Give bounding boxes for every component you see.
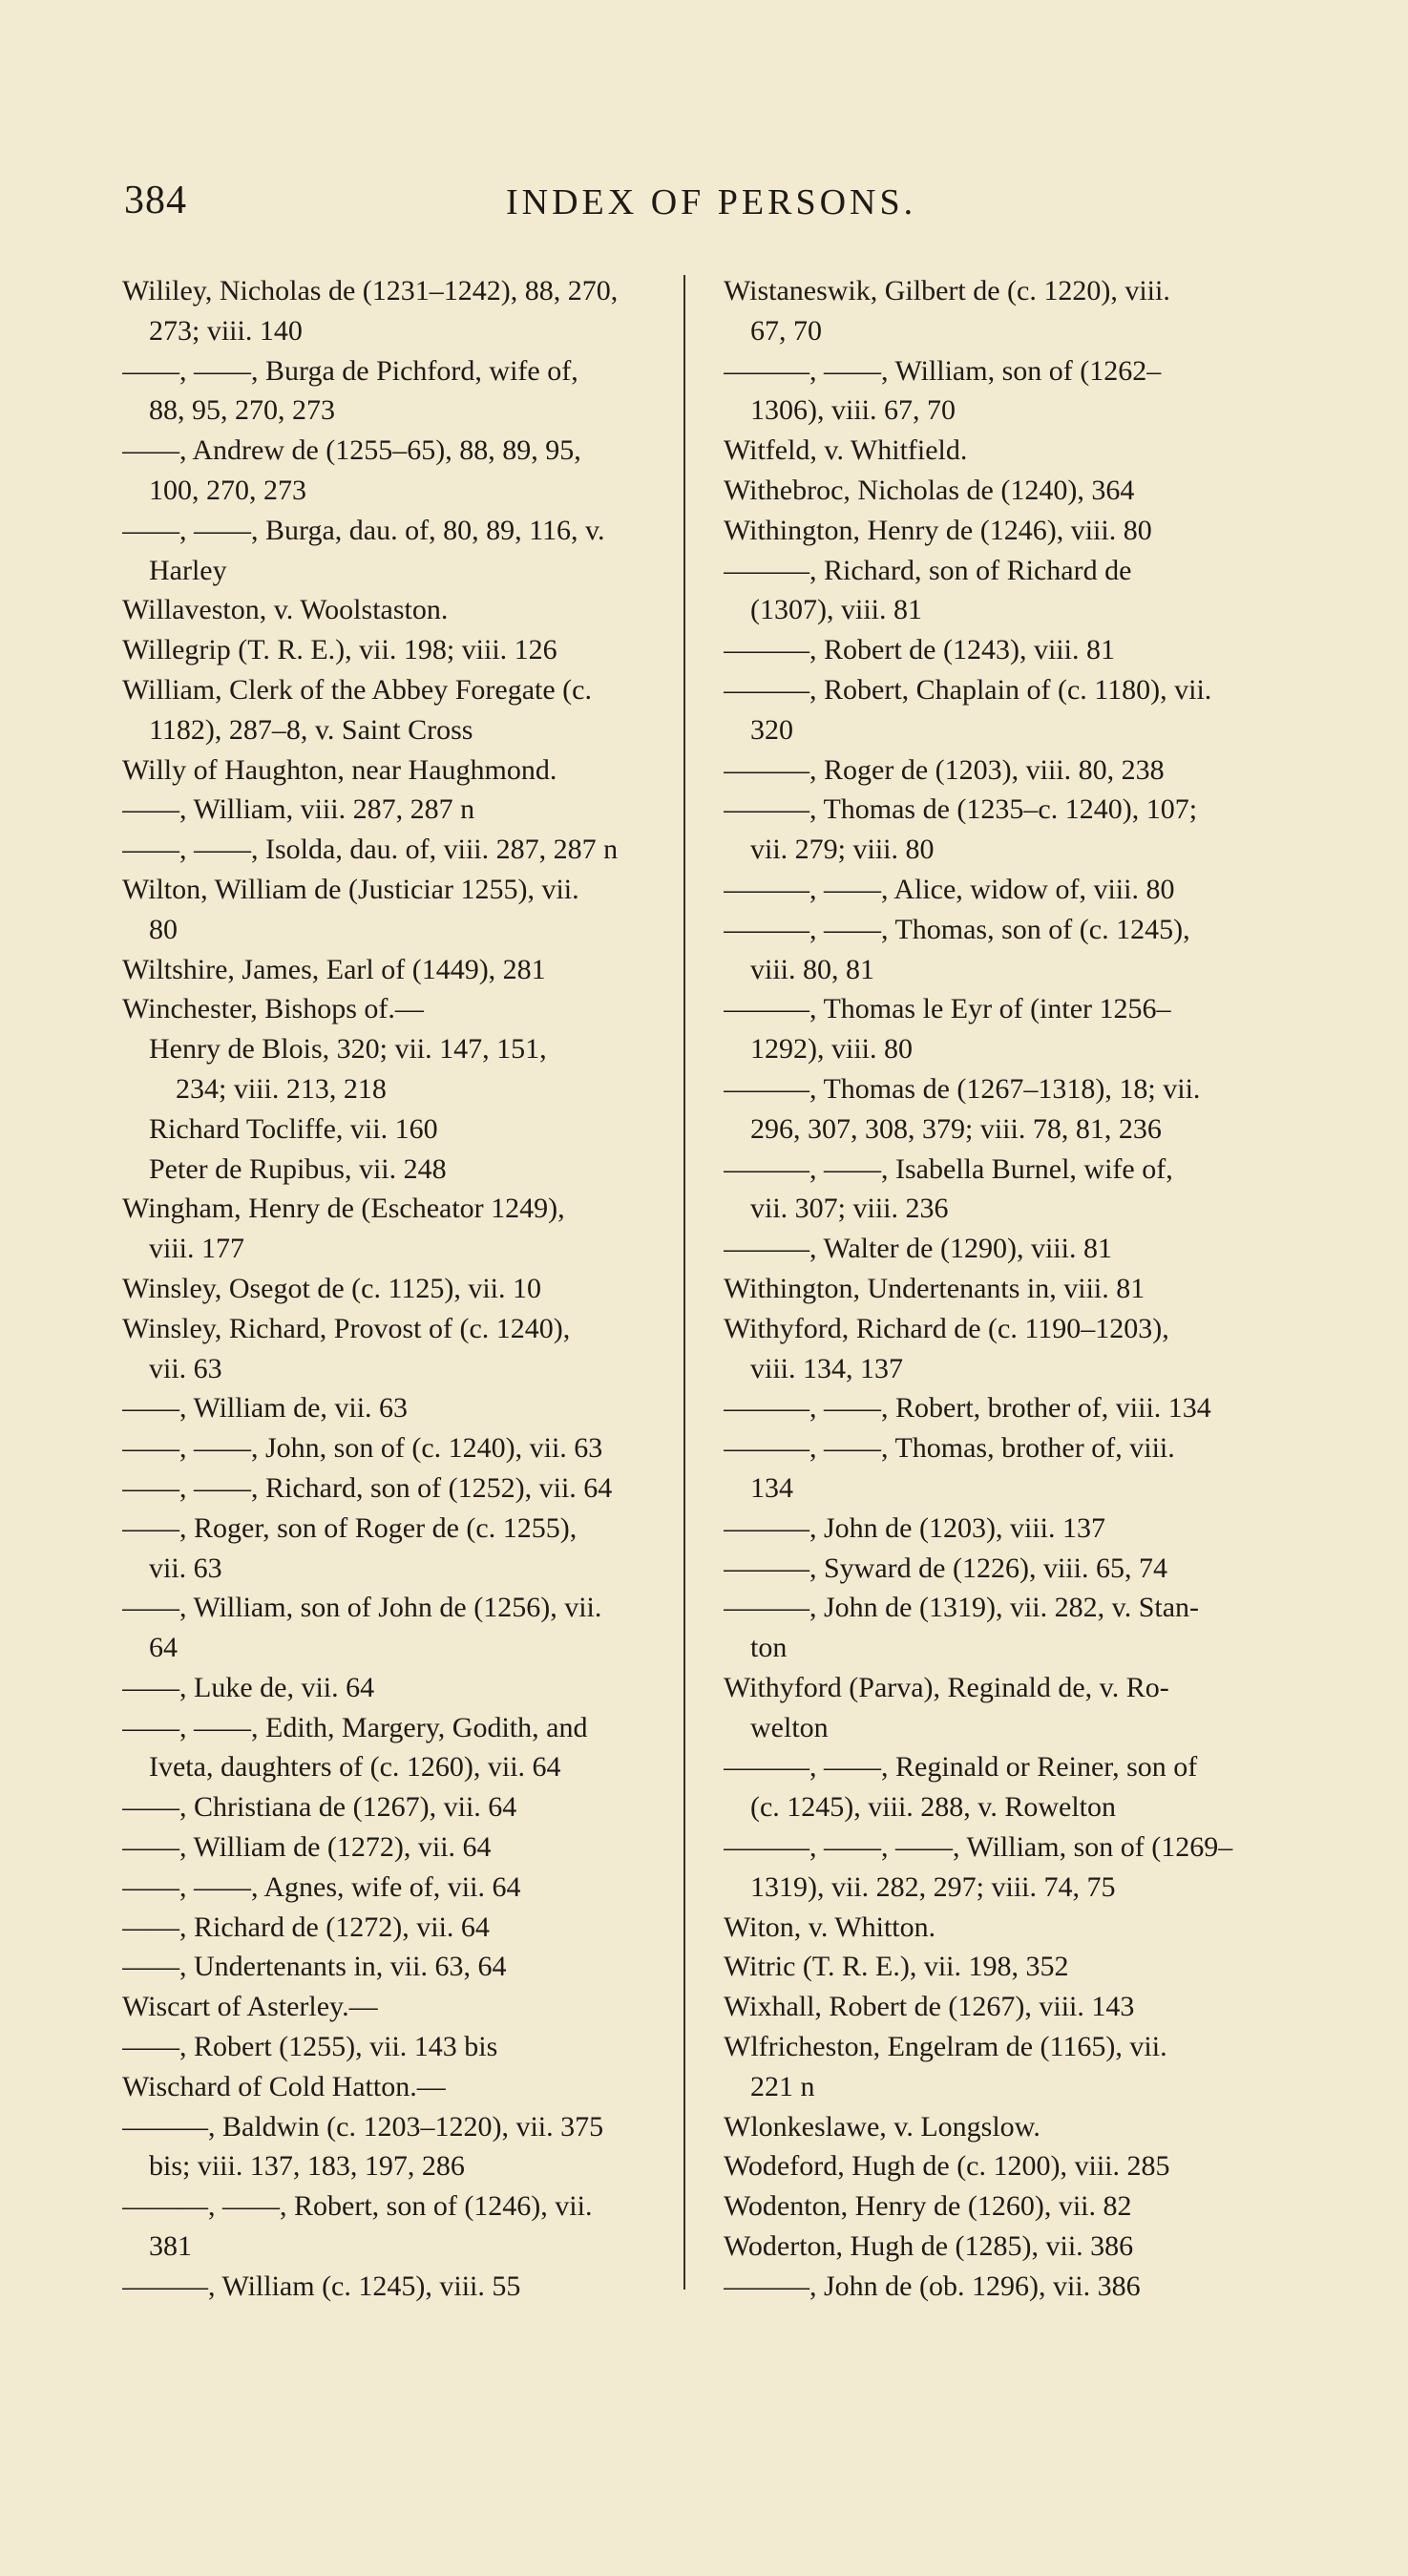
index-line: Willegrip (T. R. E.), vii. 198; viii. 126 [122,634,557,666]
index-line: ——, ——, Burga de Pichford, wife of, [122,354,578,387]
index-line: ——, ——, Edith, Margery, Godith, and [122,1711,588,1743]
right-column [724,271,1296,2307]
index-line: ——, ——, Isolda, dau. of, viii. 287, 287 n [122,834,619,866]
index-line: Wischard of Cold Hatton.— [122,2070,446,2102]
index-line: Wlonkeslawe, v. Longslow. [724,2110,1040,2143]
index-line: 100, 270, 273 [149,474,306,506]
index-line: 221 n [750,2070,815,2102]
index-line: ——, Luke de, vii. 64 [122,1671,375,1703]
index-line: Henry de Blois, 320; vii. 147, 151, [149,1033,547,1066]
index-line: Wlfricheston, Engelram de (1165), vii. [724,2031,1167,2063]
index-line: ——, William, viii. 287, 287 n [122,793,475,826]
index-line: ——, Richard de (1272), vii. 64 [122,1911,490,1943]
index-line: ———, ——, Isabella Burnel, wife of, [724,1152,1173,1185]
index-line: bis; viii. 137, 183, 197, 286 [149,2150,465,2183]
index-line: ———, ——, Reginald or Reiner, son of [724,1751,1198,1784]
index-line: 1182), 287–8, v. Saint Cross [149,713,473,746]
index-line: 64 [149,1632,178,1664]
index-line: Woderton, Hugh de (1285), vii. 386 [724,2230,1134,2263]
index-line: 320 [750,713,793,746]
index-line: ———, William (c. 1245), viii. 55 [122,2270,521,2302]
index-line: Winsley, Osegot de (c. 1125), vii. 10 [122,1272,541,1304]
index-line: Wodenton, Henry de (1260), vii. 82 [724,2190,1132,2223]
index-line: Wixhall, Robert de (1267), viii. 143 [724,1991,1135,2023]
index-line: ———, John de (ob. 1296), vii. 386 [724,2270,1141,2302]
page-header [0,178,1408,235]
index-line: (c. 1245), viii. 288, v. Rowelton [750,1791,1117,1824]
page-title: INDEX OF PERSONS. [506,182,917,222]
index-line: 1292), viii. 80 [750,1033,913,1066]
column-divider [683,275,685,2290]
index-line: ———, ——, Robert, brother of, viii. 134 [724,1392,1211,1425]
index-line: ——, ——, Agnes, wife of, vii. 64 [122,1870,521,1903]
index-line: Willy of Haughton, near Haughmond. [122,753,557,786]
index-line: 1306), viii. 67, 70 [750,394,956,427]
index-line: Richard Tocliffe, vii. 160 [149,1112,438,1145]
index-line: 234; viii. 213, 218 [176,1072,387,1105]
left-column [122,271,638,2307]
index-line: Witfeld, v. Whitfield. [724,434,968,467]
index-line: Winchester, Bishops of.— [122,993,424,1025]
index-line: Willaveston, v. Woolstaston. [122,594,449,626]
index-line: Wodeford, Hugh de (c. 1200), viii. 285 [724,2150,1170,2183]
index-line: ——, Undertenants in, vii. 63, 64 [122,1951,507,1983]
index-line: ———, Thomas de (1267–1318), 18; vii. [724,1072,1201,1105]
index-line: ———, Syward de (1226), viii. 65, 74 [724,1552,1167,1584]
index-line: ———, Richard, son of Richard de [724,554,1132,586]
index-line: Witon, v. Whitton. [724,1911,936,1943]
index-line: ——, Christiana de (1267), vii. 64 [122,1791,517,1824]
index-line: ———, Thomas de (1235–c. 1240), 107; [724,793,1198,826]
index-line: 381 [149,2230,192,2263]
page-number: 384 [124,179,187,222]
index-line: Withyford (Parva), Reginald de, v. Ro- [724,1671,1169,1703]
index-line: ———, ——, Thomas, brother of, viii. [724,1432,1175,1465]
index-line: ———, ——, Thomas, son of (c. 1245), [724,913,1190,945]
index-line: Wiscart of Asterley.— [122,1991,378,2023]
index-line: ———, Robert, Chaplain of (c. 1180), vii. [724,673,1212,706]
index-line: ———, ——, Alice, widow of, viii. 80 [724,873,1175,905]
index-line: ———, Walter de (1290), viii. 81 [724,1233,1112,1265]
index-line: 67, 70 [750,314,822,347]
index-line: ———, ——, William, son of (1262– [724,354,1162,387]
index-line: vii. 307; viii. 236 [750,1193,949,1225]
index-line: vii. 63 [149,1352,222,1384]
index-line: ———, ——, ——, William, son of (1269– [724,1831,1233,1864]
index-line: Withington, Henry de (1246), viii. 80 [724,514,1152,546]
index-line: Withyford, Richard de (c. 1190–1203), [724,1312,1169,1344]
index-line: vii. 63 [149,1552,222,1584]
index-line: ——, ——, John, son of (c. 1240), vii. 63 [122,1432,603,1465]
index-line: vii. 279; viii. 80 [750,834,935,866]
index-line: Wistaneswik, Gilbert de (c. 1220), viii. [724,275,1170,306]
index-line: viii. 80, 81 [750,953,875,985]
index-line: Wililey, Nicholas de (1231–1242), 88, 270, [122,275,619,306]
index-line: ———, John de (1203), viii. 137 [724,1511,1105,1544]
index-line: ———, Baldwin (c. 1203–1220), vii. 375 [122,2110,604,2143]
index-line: welton [750,1711,829,1743]
index-line: Winsley, Richard, Provost of (c. 1240), [122,1312,571,1344]
index-line: Harley [149,554,227,586]
index-line: Wilton, William de (Justiciar 1255), vii. [122,873,579,905]
index-line: 134 [750,1471,793,1504]
index-line: ——, William de (1272), vii. 64 [122,1831,492,1864]
index-line: ——, William, son of John de (1256), vii. [122,1592,602,1624]
index-line: Peter de Rupibus, vii. 248 [149,1152,447,1185]
index-line: ———, John de (1319), vii. 282, v. Stan- [724,1592,1200,1624]
index-line: ———, ——, Robert, son of (1246), vii. [122,2190,593,2223]
index-line: ———, Thomas le Eyr of (inter 1256– [724,993,1171,1025]
index-line: Withebroc, Nicholas de (1240), 364 [724,474,1135,506]
index-line: ——, Andrew de (1255–65), 88, 89, 95, [122,434,581,467]
index-line: ——, Roger, son of Roger de (c. 1255), [122,1511,578,1544]
index-line: 88, 95, 270, 273 [149,394,335,427]
index-line: viii. 177 [149,1233,245,1265]
index-line: Withington, Undertenants in, viii. 81 [724,1272,1145,1304]
index-line: ———, Roger de (1203), viii. 80, 238 [724,753,1165,786]
index-line: ——, William de, vii. 63 [122,1392,409,1425]
index-line: ——, ——, Richard, son of (1252), vii. 64 [122,1471,613,1504]
index-line: 273; viii. 140 [149,314,303,347]
index-line: 296, 307, 308, 379; viii. 78, 81, 236 [750,1112,1162,1145]
index-line: viii. 134, 137 [750,1352,904,1384]
index-line: (1307), viii. 81 [750,594,922,626]
index-line: ———, Robert de (1243), viii. 81 [724,634,1115,666]
index-line: Wiltshire, James, Earl of (1449), 281 [122,953,546,985]
index-line: Iveta, daughters of (c. 1260), vii. 64 [149,1751,561,1784]
index-line: 80 [149,913,178,945]
index-line: Witric (T. R. E.), vii. 198, 352 [724,1951,1069,1983]
index-line: ——, Robert (1255), vii. 143 bis [122,2031,498,2063]
index-line: 1319), vii. 282, 297; viii. 74, 75 [750,1870,1116,1903]
index-line: ton [750,1632,788,1664]
index-line: ——, ——, Burga, dau. of, 80, 89, 116, v. [122,514,605,546]
index-line: Wingham, Henry de (Escheator 1249), [122,1193,565,1225]
index-line: William, Clerk of the Abbey Foregate (c. [122,673,592,706]
